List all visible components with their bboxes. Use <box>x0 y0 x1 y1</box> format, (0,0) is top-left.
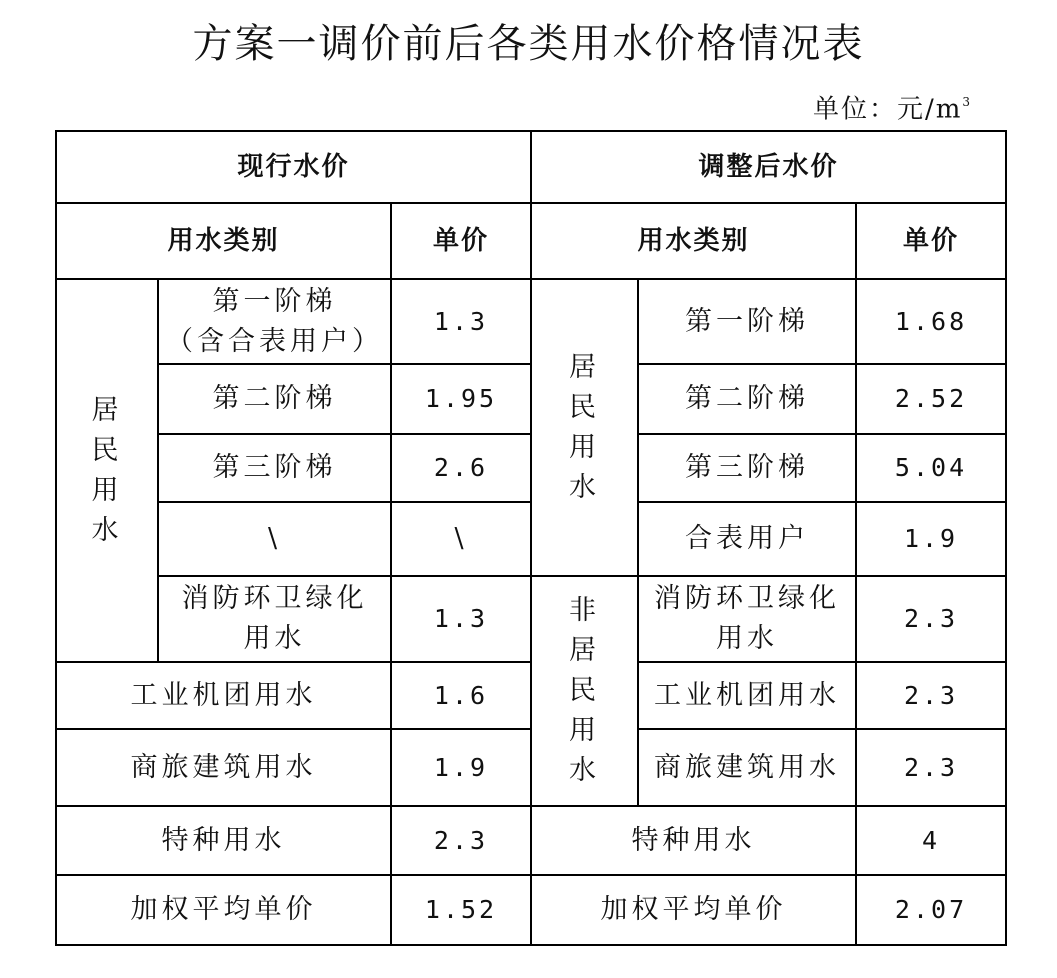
unit-label: 单位：元/m <box>812 94 963 125</box>
page-title: 方案一调价前后各类用水价格情况表 <box>192 21 865 67</box>
current-weighted-name: 加权平均单价 <box>56 875 391 945</box>
table-row <box>56 806 1006 875</box>
adjusted-combined-name: 合表用户 <box>638 502 856 576</box>
header-adjusted-category: 用水类别 <box>531 203 856 279</box>
current-commercial-price: 1.9 <box>391 729 531 806</box>
header-current-price: 单价 <box>391 203 531 279</box>
adjusted-tier1-name: 第一阶梯 <box>638 279 856 364</box>
header-current-category: 用水类别 <box>56 203 391 279</box>
adjusted-fire-price: 2.3 <box>856 576 1006 662</box>
current-residential-label: 居民用水 <box>56 279 158 662</box>
current-fire-price: 1.3 <box>391 576 531 662</box>
current-tier1-price: 1.3 <box>391 279 531 364</box>
unit-note <box>813 86 972 128</box>
current-tier1-name: 第一阶梯 （含合表用户） <box>158 279 391 364</box>
current-special-price: 2.3 <box>391 806 531 875</box>
adjusted-industrial-price: 2.3 <box>856 662 1006 729</box>
water-price-table <box>55 130 1007 946</box>
adjusted-tier2-name: 第二阶梯 <box>638 364 856 434</box>
adjusted-tier1-price: 1.68 <box>856 279 1006 364</box>
current-weighted-price: 1.52 <box>391 875 531 945</box>
adjusted-weighted-price: 2.07 <box>856 875 1006 945</box>
adjusted-fire-name: 消防环卫绿化 用水 <box>638 576 856 662</box>
table-row <box>56 576 1006 662</box>
adjusted-nonresidential-label: 非居民用水 <box>531 576 638 806</box>
current-commercial-name: 商旅建筑用水 <box>56 729 391 806</box>
adjusted-weighted-name: 加权平均单价 <box>531 875 856 945</box>
current-tier3-name: 第三阶梯 <box>158 434 391 502</box>
adjusted-combined-price: 1.9 <box>856 502 1006 576</box>
adjusted-tier3-name: 第三阶梯 <box>638 434 856 502</box>
current-industrial-price: 1.6 <box>391 662 531 729</box>
current-fire-name: 消防环卫绿化 用水 <box>158 576 391 662</box>
current-tier2-name: 第二阶梯 <box>158 364 391 434</box>
current-tier2-price: 1.95 <box>391 364 531 434</box>
header-adjusted: 调整后水价 <box>531 131 1006 203</box>
current-blank-name: \ <box>158 502 391 576</box>
adjusted-special-name: 特种用水 <box>531 806 856 875</box>
adjusted-tier2-price: 2.52 <box>856 364 1006 434</box>
table-row <box>56 875 1006 945</box>
current-industrial-name: 工业机团用水 <box>56 662 391 729</box>
adjusted-special-price: 4 <box>856 806 1006 875</box>
adjusted-commercial-price: 2.3 <box>856 729 1006 806</box>
current-special-name: 特种用水 <box>56 806 391 875</box>
header-row-2 <box>56 203 1006 279</box>
adjusted-commercial-name: 商旅建筑用水 <box>638 729 856 806</box>
current-tier3-price: 2.6 <box>391 434 531 502</box>
header-current: 现行水价 <box>56 131 531 203</box>
header-adjusted-price: 单价 <box>856 203 1006 279</box>
header-row-1 <box>56 131 1006 203</box>
adjusted-industrial-name: 工业机团用水 <box>638 662 856 729</box>
adjusted-residential-label: 居民用水 <box>531 279 638 576</box>
current-blank-price: \ <box>391 502 531 576</box>
adjusted-tier3-price: 5.04 <box>856 434 1006 502</box>
unit-superscript: 3 <box>962 95 972 109</box>
table-row <box>56 279 1006 364</box>
